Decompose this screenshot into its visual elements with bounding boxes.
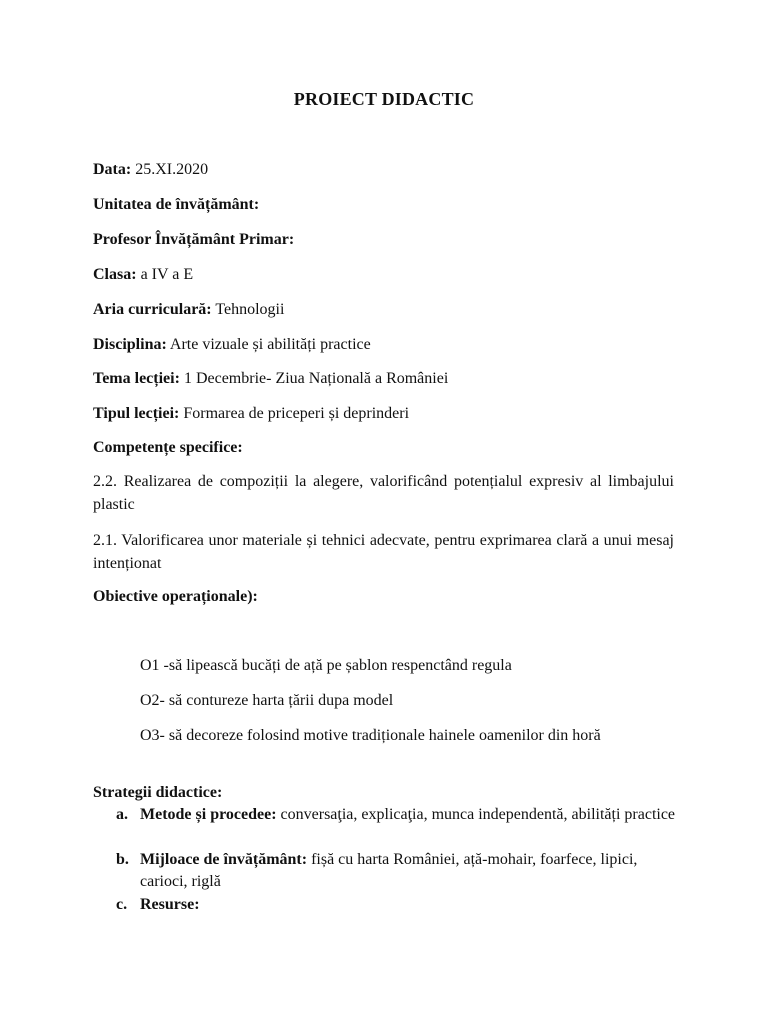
field-clasa-label: Clasa: (93, 266, 137, 283)
field-aria (93, 300, 284, 320)
objectives-heading (93, 587, 258, 607)
field-tema-value: 1 Decembrie- Ziua Națională a României (179, 370, 449, 387)
field-tipul-value: Formarea de priceperi și deprinderi (179, 405, 410, 422)
objective-item: O3- să decoreze folosind motive tradiționale hainele oamenilor din horă (140, 727, 601, 744)
field-aria-label: Aria curriculară: (93, 301, 212, 318)
field-profesor (93, 230, 294, 250)
field-disciplina-label: Disciplina: (93, 336, 167, 353)
objective-item: O1 -să lipească bucăți de ață pe șablon respenctând regula (140, 657, 512, 674)
field-competente-label: Competențe specifice: (93, 439, 243, 456)
objective-item: O2- să contureze harta țării dupa model (140, 692, 394, 709)
strategy-label: Mijloace de învățământ: (140, 851, 308, 868)
document-title: PROIECT DIDACTIC (293, 89, 475, 109)
strategy-letter: b. (116, 851, 129, 868)
strategy-item (116, 804, 676, 826)
strategy-value: conversaţia, explicaţia, munca independentă, abilități practice (276, 806, 676, 823)
strategy-letter: c. (116, 896, 128, 913)
field-unitatea (93, 195, 259, 215)
field-tipul (93, 404, 409, 424)
field-tema (93, 369, 448, 389)
competence-item: 2.1. Valorificarea unor materiale și tehnici adecvate, pentru exprimarea clară a unui mesaj intenționat (93, 532, 674, 572)
field-clasa-value: a IV a E (136, 266, 194, 283)
strategy-item (116, 849, 676, 893)
strategy-letter: a. (116, 806, 128, 823)
strategy-item (116, 894, 676, 916)
competence-item: 2.2. Realizarea de compoziții la alegere, valorificând potențialul expresiv al limbajului plastic (93, 473, 674, 513)
objectives-heading-suffix: ): (247, 588, 258, 605)
field-disciplina (93, 335, 371, 355)
field-unitatea-label: Unitatea de învățământ: (93, 196, 260, 213)
field-tipul-label: Tipul lecției: (93, 405, 180, 422)
field-disciplina-value: Arte vizuale și abilități practice (166, 336, 371, 353)
strategy-label: Metode și procedee: (140, 806, 277, 823)
strategy-label: Resurse: (140, 896, 200, 913)
strategy-value: fișă cu harta României, ață-mohair, foarfece, lipici, carioci, riglă (140, 851, 638, 890)
field-tema-label: Tema lecției: (93, 370, 180, 387)
field-data-label: Data: (93, 161, 132, 178)
strategies-heading-label: Strategii didactice: (93, 784, 223, 801)
field-profesor-label: Profesor Învățământ Primar: (93, 231, 295, 248)
field-data (93, 160, 208, 180)
objectives-heading-label: Obiective operaționale (93, 588, 248, 605)
strategies-heading (93, 783, 222, 803)
field-clasa (93, 265, 193, 285)
field-data-value: 25.XI.2020 (131, 161, 209, 178)
field-aria-value: Tehnologii (211, 301, 285, 318)
field-competente (93, 438, 243, 458)
